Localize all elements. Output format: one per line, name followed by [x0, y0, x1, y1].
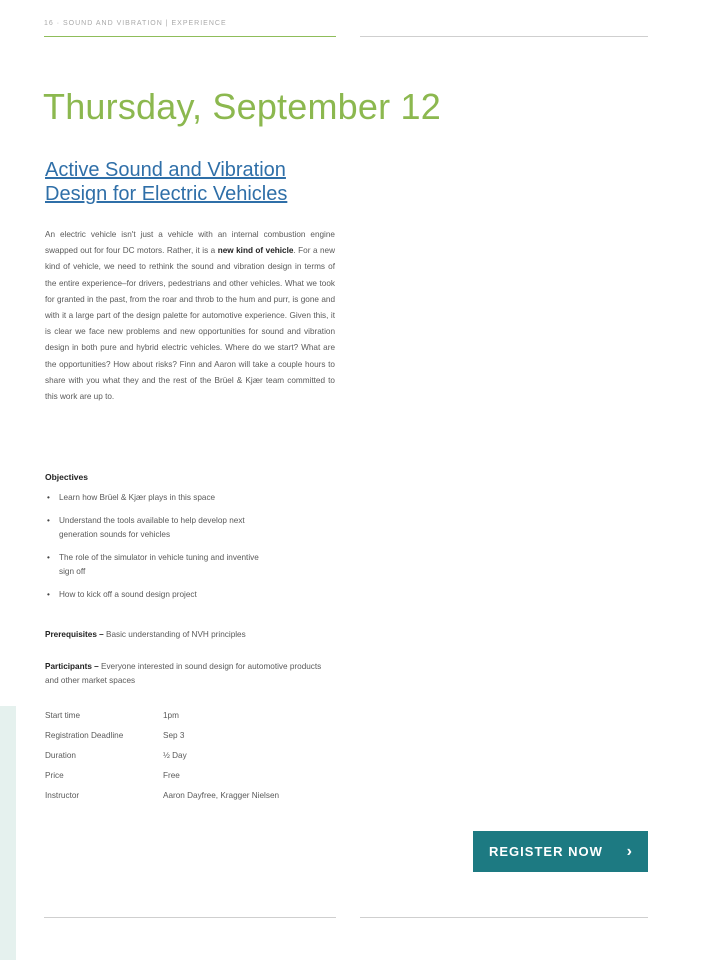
objectives-list	[45, 491, 285, 611]
prerequisites	[45, 628, 337, 642]
table-row	[45, 785, 279, 805]
footer-rule-right	[360, 917, 648, 918]
prerequisites-label: Prerequisites –	[45, 630, 104, 639]
chevron-right-icon: ›	[626, 842, 632, 860]
objectives-heading: Objectives	[45, 472, 88, 482]
objective-item: • How to kick off a sound design project	[45, 588, 285, 602]
detail-label: Instructor	[45, 790, 80, 800]
table-row	[45, 745, 279, 765]
footer-rule-left	[44, 917, 336, 918]
prerequisites-text: Basic understanding of NVH principles	[103, 630, 246, 639]
table-row	[45, 705, 279, 725]
participants-text: Everyone interested in sound design for automotive products and other market spaces	[45, 662, 322, 685]
register-now-label: REGISTER NOW	[489, 844, 603, 859]
intro-bold: new kind of vehicle	[217, 246, 294, 256]
table-row	[45, 725, 279, 745]
detail-value: Aaron Dayfree, Kragger Nielsen	[163, 790, 280, 800]
table-row	[45, 765, 279, 785]
detail-value: 1pm	[163, 710, 179, 720]
course-title[interactable]: Active Sound and Vibration Design for Electric Vehicles	[45, 159, 288, 205]
detail-label: Registration Deadline	[45, 730, 124, 740]
course-description	[45, 227, 335, 405]
side-accent-strip	[0, 706, 16, 960]
detail-label: Start time	[45, 710, 81, 720]
page-header: 16 · SOUND AND VIBRATION | EXPERIENCE	[44, 20, 227, 27]
course-details-table	[45, 705, 279, 805]
objective-item: • The role of the simulator in vehicle tuning and inventive sign off	[45, 551, 285, 579]
detail-value: Free	[163, 770, 180, 780]
objective-item: • Understand the tools available to help develop next generation sounds for vehicles	[45, 514, 285, 542]
intro-text-1: An electric vehicle isn't just a vehicle with an internal combustion engine swapped out for four DC motors. Rather, it is a	[45, 230, 335, 256]
register-now-button[interactable]	[473, 831, 648, 872]
intro-text-2: . For a new kind of vehicle, we need to rethink the sound and vibration design in terms of the entire experience–for drivers, pedestrians and other vehicles. What we took for granted in the past, from the roar and throb to the hum and purr, is gone and with it a large part of the design palette for automotive experience. Given this, it is clear we face new problems and new opportunities for sound and vibration design in both pure and hybrid electric vehicles. Where do we start? What are the opportunities? How about risks? Finn and Aaron will take a couple hours to share with you what they and the rest of the Brüel & Kjær team committed to this work are up to.	[45, 246, 335, 402]
participants	[45, 660, 337, 688]
objective-item: • Learn how Brüel & Kjær plays in this space	[45, 491, 285, 505]
date-heading: Thursday, September 12	[43, 86, 441, 127]
header-rule-left	[44, 36, 336, 37]
detail-label: Duration	[45, 750, 76, 760]
detail-value: ½ Day	[163, 750, 187, 760]
detail-value: Sep 3	[163, 730, 185, 740]
detail-label: Price	[45, 770, 64, 780]
participants-label: Participants –	[45, 662, 99, 671]
header-rule-right	[360, 36, 648, 37]
